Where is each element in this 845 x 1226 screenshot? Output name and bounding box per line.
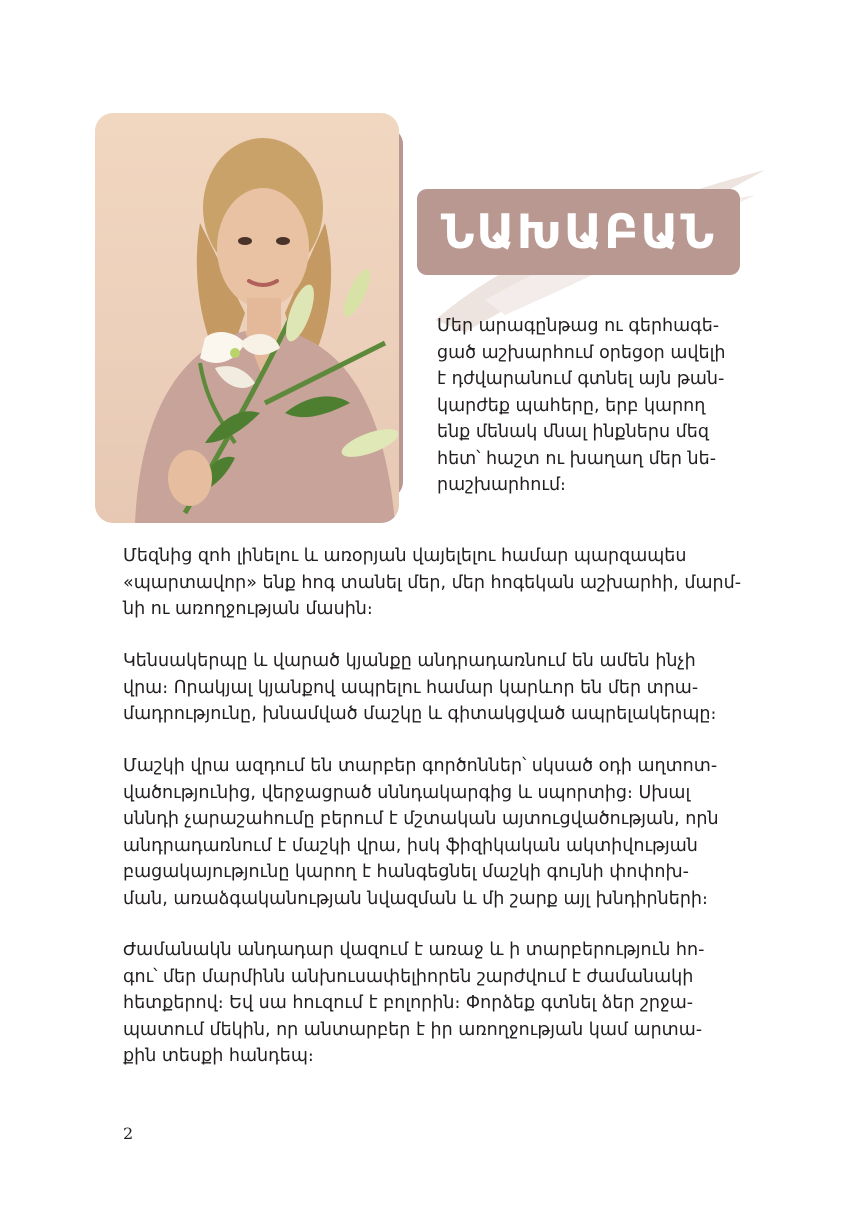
page-number: 2: [123, 1124, 134, 1143]
text-line: Մեզնից զոհ լինելու և առօրյան վայելելու համար պարզապես: [123, 546, 687, 566]
text-line: Մեր արագընթաց ու գերհագե-: [437, 316, 720, 336]
text-line: նի ու առողջության մասին։: [123, 599, 373, 619]
text-line: կարժեք պահերը, երբ կարող: [437, 395, 706, 416]
text-line: Ժամանակն անդադար վազում է առաջ և ի տարբերություն հո-: [123, 940, 705, 960]
body-paragraph-2: [123, 648, 748, 728]
text-line: վածությունից, վերջացրած սննդակարգից և սպորտից։ Սխալ: [123, 782, 691, 803]
text-line: սննդի չարաշահումը բերում է մշտական այտուցվածության, որն: [123, 809, 719, 829]
text-line: պատում մեկին, որ անտարբեր է իր առողջության կամ արտա-: [123, 1019, 703, 1040]
text-line: անդրադառնում է մաշկի վրա, իսկ ֆիզիկական ակտիվության: [123, 835, 698, 856]
portrait-photo: [95, 113, 399, 523]
text-line: բացակայությունը կարող է հանգեցնել մաշկի գույնի փոփոխ-: [123, 862, 689, 882]
text-line: հետքերով։ Եվ սա հուզում է բոլորին։ Փորձեք գտնել ձեր շրջա-: [123, 993, 694, 1013]
text-line: ցած աշխարհում օրեցօր ավելի: [437, 342, 726, 363]
text-line: ման, առաձգականության նվազման և մի շարք այլ խնդիրների։: [123, 888, 708, 909]
text-line: ենք մենակ մնալ ինքներս մեզ: [437, 422, 709, 442]
text-line: վրա։ Որակյալ կյանքով ապրելու համար կարևոր են մեր տրա-: [123, 677, 699, 698]
text-line: մադրությունը, խնամված մաշկը և գիտակցված ապրելակերպը։: [123, 704, 717, 724]
text-line: հետ՝ հաշտ ու խաղաղ մեր նե-: [437, 448, 717, 469]
text-line: քին տեսքի հանդեպ։: [123, 1046, 314, 1066]
body-paragraph-1: [123, 543, 748, 623]
page-title: ՆԱԽԱԲԱՆ: [440, 204, 717, 260]
body-paragraph-4: [123, 937, 748, 1070]
text-line: «պարտավոր» ենք հոգ տանել մեր, մեր հոգեկան աշխարհի, մարմ-: [123, 572, 742, 593]
text-line: րաշխարհում։: [437, 475, 566, 495]
text-line: է դժվարանում գտնել այն թան-: [437, 369, 725, 389]
title-banner: [417, 189, 740, 275]
text-line: Կենսակերպը և վարած կյանքը անդրադառնում են ամեն ինչի: [123, 651, 696, 671]
text-line: գու՝ մեր մարմինն անխուսափելիորեն շարժվում է ժամանակի: [123, 966, 694, 987]
intro-paragraph: [437, 313, 742, 499]
portrait-illustration: [95, 113, 399, 523]
text-line: Մաշկի վրա ազդում են տարբեր գործոններ՝ սկսած օդի աղտոտ-: [123, 756, 718, 776]
body-paragraph-3: [123, 753, 748, 912]
